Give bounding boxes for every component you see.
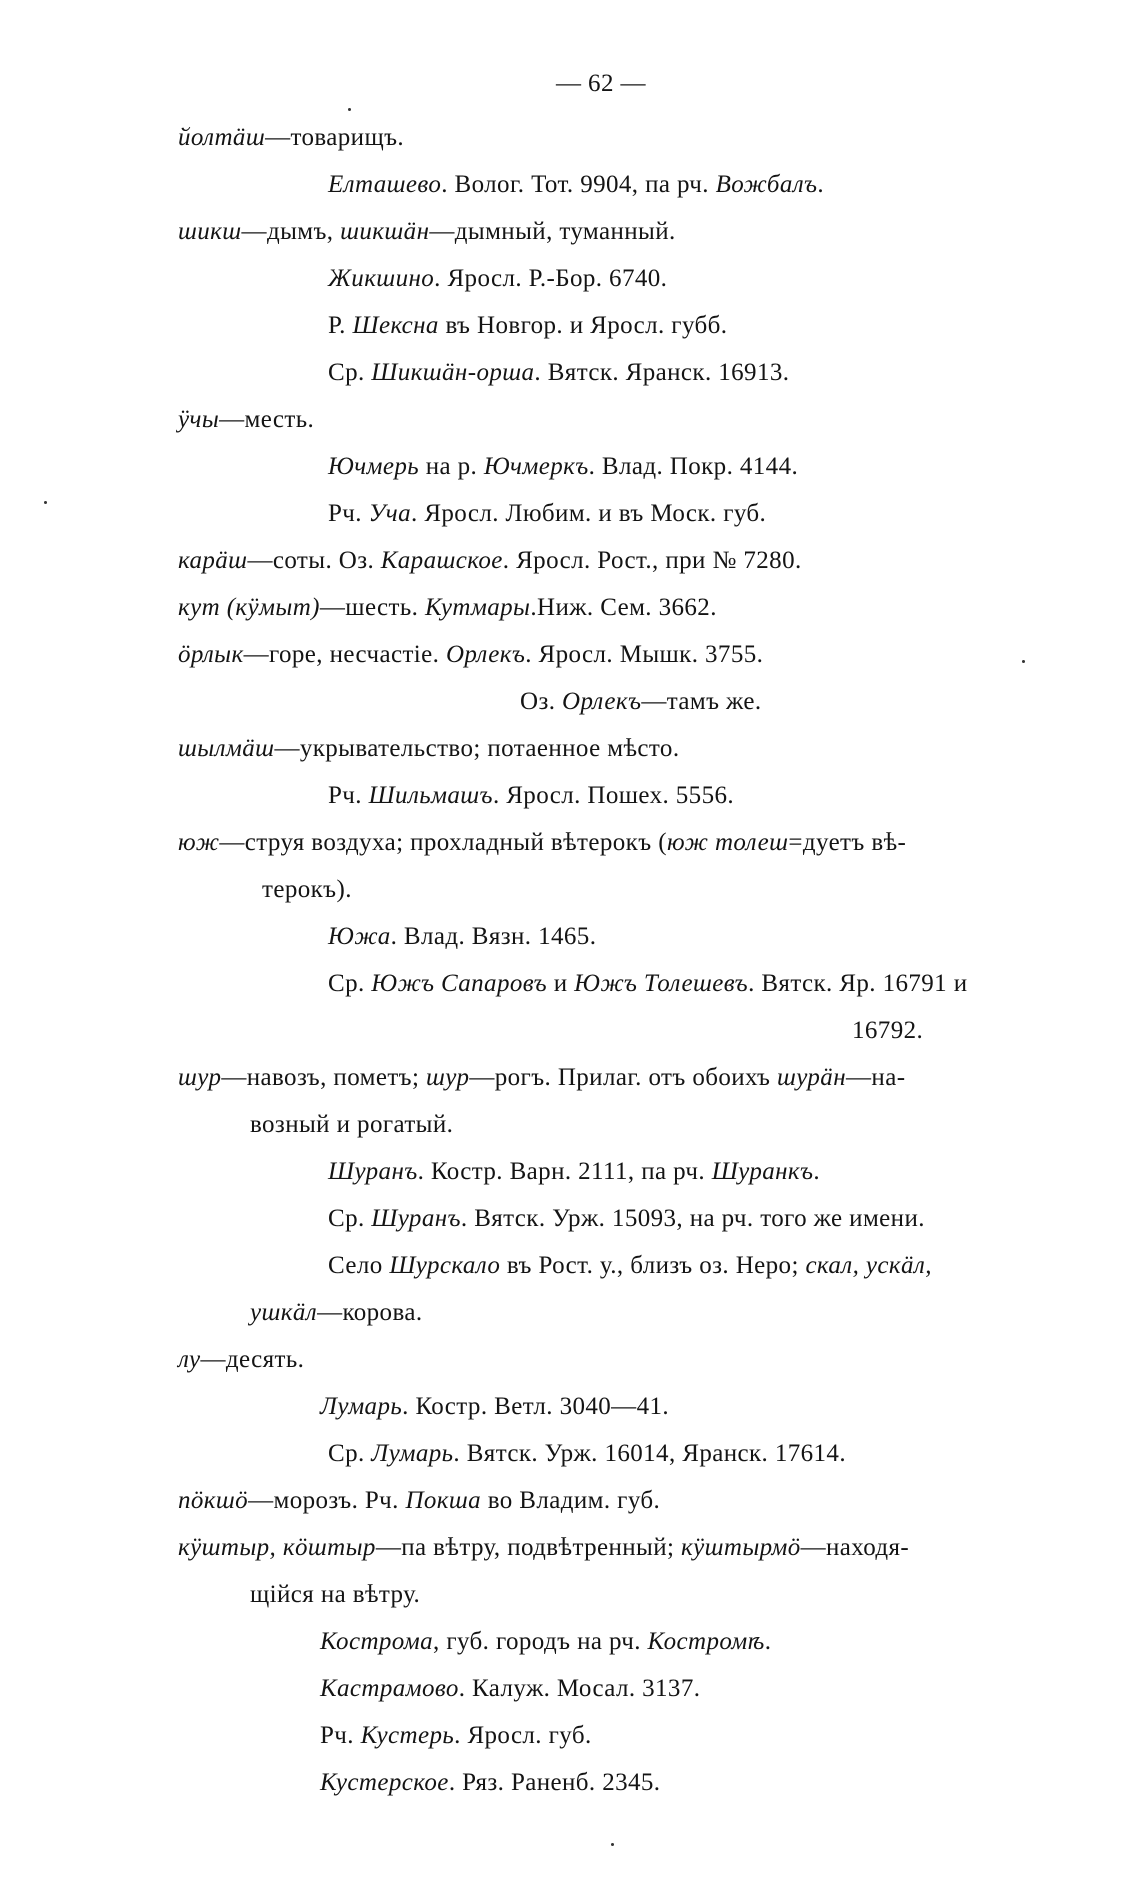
text-line xyxy=(178,546,802,576)
seg: ӱчы xyxy=(178,406,220,433)
seg: —па вѣтру, подвѣтренный; xyxy=(375,1534,682,1561)
seg: . xyxy=(764,1628,772,1655)
seg: Кустерь xyxy=(360,1722,455,1749)
seg: Рч. xyxy=(328,500,369,527)
seg: Кустерское xyxy=(320,1769,449,1796)
seg: Шурскало xyxy=(389,1252,501,1279)
seg: Ючмерь xyxy=(328,453,420,480)
text-line xyxy=(520,687,762,717)
seg: Кастрамово xyxy=(320,1675,459,1702)
seg: . Яросл. Пошех. 5556. xyxy=(492,782,735,809)
seg: . Яросл. Рост., при № 7280. xyxy=(502,547,802,574)
print-speck xyxy=(348,108,351,111)
seg: Ср. xyxy=(328,970,372,997)
seg: =дуетъ вѣ- xyxy=(788,829,907,856)
seg: пӧкшӧ xyxy=(178,1487,249,1514)
seg: щійся на вѣтру. xyxy=(250,1581,421,1608)
text-line xyxy=(250,1110,453,1140)
seg: —десять. xyxy=(200,1346,305,1373)
seg: кӱштыр, кӧштыр xyxy=(178,1534,376,1561)
text-line xyxy=(178,1533,909,1563)
text-line xyxy=(320,1721,592,1751)
seg: .Ниж. Сем. 3662. xyxy=(530,594,717,621)
seg: Лумарь xyxy=(320,1393,403,1420)
seg: Шексна xyxy=(352,312,439,339)
text-line xyxy=(178,123,404,153)
text-line xyxy=(328,358,789,388)
seg: —рогъ. Прилаг. отъ обоихъ xyxy=(469,1064,777,1091)
text-line xyxy=(178,593,717,623)
page-number: — 62 — xyxy=(556,70,646,97)
seg: Орлекъ xyxy=(445,641,526,668)
seg: . Вятск. Яранск. 16913. xyxy=(534,359,790,386)
seg: въ Новгор. и Яросл. губб. xyxy=(438,312,728,339)
seg: Шикшӓн-орша xyxy=(371,359,535,386)
print-speck xyxy=(1022,660,1025,663)
seg: терокъ). xyxy=(262,876,352,903)
seg: —струя воздуха; прохладный вѣтерокъ ( xyxy=(219,829,667,856)
text-line xyxy=(178,828,906,858)
seg: Кострома xyxy=(320,1628,434,1655)
text-line xyxy=(320,1392,669,1422)
seg: . Ряз. Раненб. 2345. xyxy=(448,1769,661,1796)
seg: . Костр. Ветл. 3040—41. xyxy=(402,1393,670,1420)
seg: Рч. xyxy=(320,1722,361,1749)
seg: —морозъ. Рч. xyxy=(248,1487,406,1514)
text-line xyxy=(328,1204,925,1234)
seg: Ср. xyxy=(328,1205,372,1232)
seg: шур xyxy=(426,1064,470,1091)
seg: Рч. xyxy=(328,782,369,809)
text-line xyxy=(178,405,314,435)
seg: во Владим. губ. xyxy=(481,1487,661,1514)
seg: Покша xyxy=(405,1487,482,1514)
text-line xyxy=(178,640,763,670)
seg: —горе, несчастіе. xyxy=(243,641,446,668)
seg: . Яросл. губ. xyxy=(454,1722,592,1749)
seg: —тамъ же. xyxy=(641,688,762,715)
text-line xyxy=(328,311,727,341)
text-line xyxy=(178,1345,304,1375)
text-line xyxy=(262,875,352,905)
seg: —корова. xyxy=(317,1299,423,1326)
seg: шикш xyxy=(178,218,242,245)
seg: юж xyxy=(178,829,220,856)
seg: , губ. городъ на рч. xyxy=(433,1628,648,1655)
seg: Вожбалъ xyxy=(715,171,818,198)
seg: шылмӓш xyxy=(178,735,275,762)
seg: Орлекъ xyxy=(562,688,642,715)
seg: Село xyxy=(328,1252,390,1279)
seg: —на- xyxy=(846,1064,906,1091)
text-line xyxy=(178,1063,905,1093)
seg: . Вятск. Урж. 15093, на рч. того же имени. xyxy=(460,1205,925,1232)
seg: . Вятск. Яр. 16791 и xyxy=(748,970,968,997)
seg: —укрывательство; потаенное мѣсто. xyxy=(274,735,680,762)
seg: и xyxy=(547,970,575,997)
seg: ӧрлык xyxy=(178,641,244,668)
seg: Лумарь xyxy=(371,1440,454,1467)
seg: Оз. xyxy=(520,688,563,715)
text-line xyxy=(328,1439,846,1469)
seg: Ср. xyxy=(328,1440,372,1467)
seg: ушкӓл xyxy=(250,1299,318,1326)
seg: —дымный, туманный. xyxy=(429,218,676,245)
seg: . xyxy=(817,171,825,198)
seg: Ючмеркъ xyxy=(483,453,589,480)
text-line xyxy=(328,922,596,952)
text-line xyxy=(250,1298,422,1328)
text-line xyxy=(328,499,766,529)
text-line xyxy=(328,781,734,811)
seg: . Калуж. Мосал. 3137. xyxy=(458,1675,701,1702)
text-line xyxy=(320,1627,771,1657)
seg: Шильмашъ xyxy=(368,782,493,809)
text-line xyxy=(178,1486,660,1516)
seg: . Яросл. Любим. и въ Моск. губ. xyxy=(411,500,767,527)
seg: . Вятск. Урж. 16014, Яранск. 17614. xyxy=(453,1440,846,1467)
seg: шикшӓн xyxy=(340,218,430,245)
seg: лу xyxy=(178,1346,201,1373)
seg: Южъ Толешевъ xyxy=(574,970,749,997)
seg: —находя- xyxy=(800,1534,910,1561)
seg: Кутмары xyxy=(424,594,531,621)
text-line xyxy=(328,1157,820,1187)
seg: Жикшино xyxy=(328,265,435,292)
seg: . Влад. Вязн. 1465. xyxy=(390,923,597,950)
print-speck xyxy=(44,501,47,504)
seg: карӓш xyxy=(178,547,248,574)
seg: Южа xyxy=(328,923,391,950)
text-line xyxy=(852,1016,923,1046)
text-line xyxy=(250,1580,420,1610)
seg: —навозъ, пометъ; xyxy=(221,1064,426,1091)
seg: кут (кӱмыт) xyxy=(178,594,320,621)
text-line xyxy=(320,1674,700,1704)
seg: —товарищъ. xyxy=(265,124,405,151)
seg: —шесть. xyxy=(319,594,425,621)
seg: йолтӓш xyxy=(178,124,266,151)
seg: . Яросл. Р.-Бор. 6740. xyxy=(434,265,668,292)
seg: . Яросл. Мышк. 3755. xyxy=(525,641,764,668)
text-line xyxy=(328,452,798,482)
seg: Карашское xyxy=(380,547,503,574)
seg: . Влад. Покр. 4144. xyxy=(588,453,799,480)
text-line xyxy=(328,969,968,999)
seg: Шуранкъ xyxy=(711,1158,814,1185)
seg: на р. xyxy=(419,453,484,480)
seg: —дымъ, xyxy=(241,218,341,245)
seg: кӱштырмӧ xyxy=(681,1534,801,1561)
seg: —месть. xyxy=(219,406,315,433)
text-line xyxy=(320,1768,660,1798)
seg: шурӓн xyxy=(776,1064,847,1091)
seg: Шуранъ xyxy=(328,1158,418,1185)
seg: Шуранъ xyxy=(371,1205,461,1232)
seg: Южъ Сапаровъ xyxy=(371,970,548,997)
text-line xyxy=(328,264,667,294)
seg: . Волог. Тот. 9904, па рч. xyxy=(441,171,716,198)
text-line xyxy=(328,1251,932,1281)
seg: юж толеш xyxy=(666,829,789,856)
seg: Уча xyxy=(368,500,412,527)
seg: шур xyxy=(178,1064,222,1091)
text-line xyxy=(328,170,824,200)
seg: —соты. Оз. xyxy=(247,547,381,574)
print-speck xyxy=(611,1843,614,1846)
text-line xyxy=(178,217,676,247)
seg: Р. xyxy=(328,312,353,339)
seg: Ср. xyxy=(328,359,372,386)
seg: въ Рост. у., близъ оз. Неро; xyxy=(500,1252,806,1279)
seg: 16792. xyxy=(852,1017,924,1044)
seg: возный и рогатый. xyxy=(250,1111,454,1138)
seg: Костромѣ xyxy=(647,1628,765,1655)
seg: . xyxy=(813,1158,821,1185)
seg: скал, ускӓл, xyxy=(805,1252,932,1279)
seg: Елташево xyxy=(328,171,442,198)
text-line xyxy=(178,734,679,764)
seg: . Костр. Варн. 2111, па рч. xyxy=(417,1158,712,1185)
